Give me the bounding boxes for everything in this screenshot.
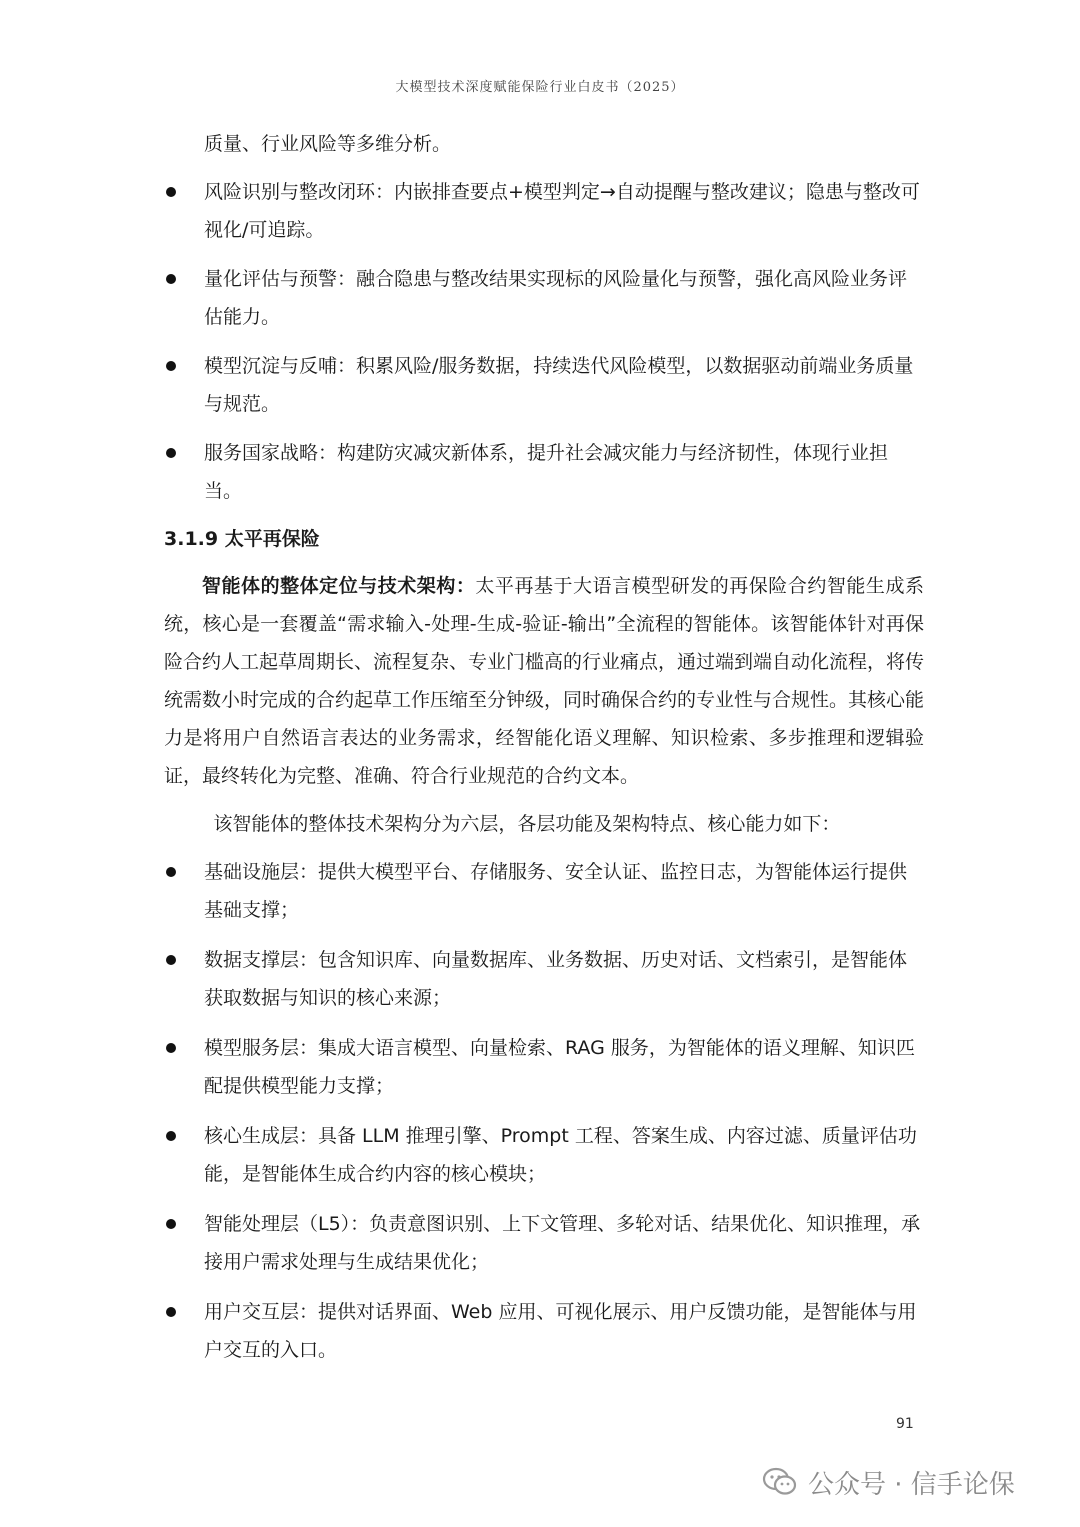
page-number: 91 — [896, 1416, 914, 1432]
list-item — [164, 1029, 924, 1105]
list-item — [164, 941, 924, 1017]
running-header: 大模型技术深度赋能保险行业白皮书（2025） — [395, 80, 685, 95]
list-item — [164, 434, 924, 510]
watermark — [762, 1462, 1015, 1502]
list-item-text: 基础设施层：提供大模型平台、存储服务、安全认证、监控日志，为智能体运行提供基础支撑； — [204, 861, 908, 921]
bullet-dot-icon — [166, 1131, 176, 1141]
bullet-dot-icon — [166, 361, 176, 371]
bullet-dot-icon — [166, 448, 176, 458]
list-item-text: 数据支撑层：包含知识库、向量数据库、业务数据、历史对话、文档索引，是智能体获取数据与知识的核心来源； — [204, 949, 908, 1009]
list-item-text: 模型沉淀与反哺：积累风险/服务数据，持续迭代风险模型，以数据驱动前端业务质量与规范。 — [204, 355, 914, 415]
list-item-text: 模型服务层：集成大语言模型、向量检索、RAG 服务，为智能体的语义理解、知识匹配提供模型能力支撑； — [204, 1037, 915, 1097]
list-item — [164, 1117, 924, 1193]
list-item-text: 风险识别与整改闭环：内嵌排查要点+模型判定→自动提醒与整改建议；隐患与整改可视化/可追踪。 — [204, 181, 920, 241]
list-item-text: 量化评估与预警：融合隐患与整改结果实现标的风险量化与预警，强化高风险业务评估能力。 — [204, 268, 908, 328]
list-item — [164, 173, 924, 249]
paragraph-body: 太平再基于大语言模型研发的再保险合约智能生成系统，核心是一套覆盖“需求输入-处理-生成-验证-输出”全流程的智能体。该智能体针对再保险合约人工起草周期长、流程复杂、专业门槛高的行业痛点，通过端到端自动化流程，将传统需数小时完成的合约起草工作压缩至分钟级，同时确保合约的专业性与合规性。其核心能力是将用户自然语言表达的业务需求，经智能化语义理解、知识检索、多步推理和逻辑验证，最终转化为完整、准确、符合行业规范的合约文本。 — [164, 575, 925, 787]
paragraph-lead: 智能体的整体定位与技术架构： — [202, 575, 476, 597]
bullet-dot-icon — [166, 1219, 176, 1229]
wechat-icon — [762, 1466, 798, 1498]
list-item — [164, 260, 924, 336]
bullet-dot-icon — [166, 274, 176, 284]
bullet-dot-icon — [166, 1307, 176, 1317]
list-item-text: 智能处理层（L5）：负责意图识别、上下文管理、多轮对话、结果优化、知识推理，承接用户需求处理与生成结果优化； — [204, 1213, 921, 1273]
list-item — [164, 1205, 924, 1281]
bullet-list-risk — [164, 173, 924, 510]
bullet-dot-icon — [166, 1043, 176, 1053]
paragraph-architecture — [164, 567, 924, 795]
list-item-text: 核心生成层：具备 LLM 推理引擎、Prompt 工程、答案生成、内容过滤、质量评估功能，是智能体生成合约内容的核心模块； — [204, 1125, 917, 1185]
list-item-text: 服务国家战略：构建防灾减灾新体系，提升社会减灾能力与经济韧性，体现行业担当。 — [204, 442, 889, 502]
list-item — [164, 347, 924, 423]
list-item — [164, 1293, 924, 1369]
paragraph-layers-intro: 该智能体的整体技术架构分为六层，各层功能及架构特点、核心能力如下： — [213, 813, 841, 835]
list-item — [164, 853, 924, 929]
watermark-text: 公众号 · 信手论保 — [808, 1469, 1015, 1500]
section-heading: 3.1.9 太平再保险 — [164, 528, 320, 550]
list-item-text: 用户交互层：提供对话界面、Web 应用、可视化展示、用户反馈功能，是智能体与用户交互的入口。 — [204, 1301, 917, 1361]
document-body — [164, 125, 924, 1381]
bullet-dot-icon — [166, 867, 176, 877]
bullet-list-layers — [164, 853, 924, 1369]
bullet-dot-icon — [166, 187, 176, 197]
continuation-line: 质量、行业风险等多维分析。 — [204, 133, 452, 155]
bullet-dot-icon — [166, 955, 176, 965]
